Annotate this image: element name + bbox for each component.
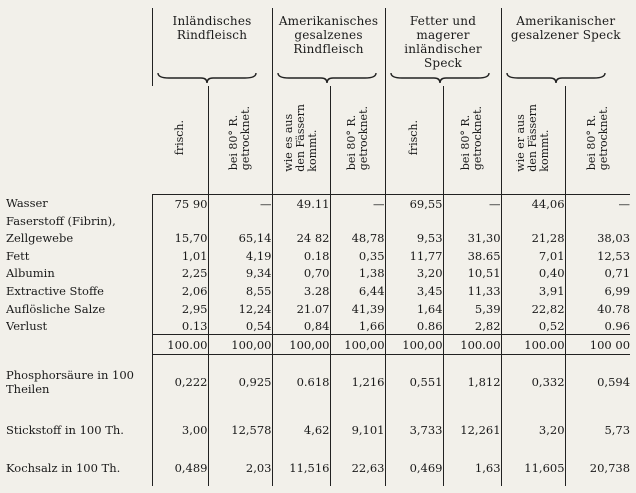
value-cell: — — [330, 195, 385, 213]
value-cell: 41,39 — [330, 300, 385, 318]
value-cell: 1,66 — [330, 317, 385, 335]
value-cell — [443, 212, 501, 230]
value-cell: 3,00 — [152, 409, 208, 451]
sub-header: bei 80° R. getrocknet. — [565, 86, 630, 195]
table-row — [6, 409, 630, 451]
nutrition-table — [6, 8, 630, 486]
value-cell: 3,20 — [385, 265, 443, 283]
group-header-1 — [272, 8, 385, 86]
row-label: Albumin — [6, 266, 55, 281]
value-cell: 20,738 — [565, 451, 630, 486]
value-cell: 69,55 — [385, 195, 443, 213]
value-cell: 3,45 — [385, 282, 443, 300]
row-label: Zellgewebe — [6, 231, 74, 246]
table-row — [6, 317, 630, 335]
value-cell: 3,20 — [501, 409, 565, 451]
table-row — [6, 195, 630, 213]
value-cell: 22,63 — [330, 451, 385, 486]
value-cell: 38.65 — [443, 247, 501, 265]
value-cell: 12,53 — [565, 247, 630, 265]
value-cell: 0,469 — [385, 451, 443, 486]
row-label: Verlust — [6, 319, 48, 334]
group-title: Fetter und magerer inländischer Speck — [404, 14, 482, 70]
sub-header: frisch. — [385, 86, 443, 195]
table-body — [6, 195, 630, 487]
table-row — [6, 247, 630, 265]
row-label: Wasser — [6, 196, 48, 211]
value-cell: 2,25 — [152, 265, 208, 283]
value-cell — [272, 212, 330, 230]
value-cell: 100.00 — [152, 335, 208, 355]
value-cell: 1,812 — [443, 355, 501, 409]
group-header-2 — [385, 8, 501, 86]
value-cell: 49.11 — [272, 195, 330, 213]
brace-icon — [506, 72, 606, 84]
value-cell: 11,77 — [385, 247, 443, 265]
value-cell: 4,19 — [208, 247, 272, 265]
row-label: Phosphorsäure in 100 Theilen — [6, 367, 134, 396]
value-cell: 11,33 — [443, 282, 501, 300]
value-cell: 1,38 — [330, 265, 385, 283]
value-cell: 75 90 — [152, 195, 208, 213]
value-cell: 21,28 — [501, 230, 565, 248]
value-cell: 0.13 — [152, 317, 208, 335]
value-cell: 0,551 — [385, 355, 443, 409]
value-cell: 2,03 — [208, 451, 272, 486]
value-cell — [330, 212, 385, 230]
table-row — [6, 355, 630, 409]
value-cell: 6,99 — [565, 282, 630, 300]
table-row — [6, 451, 630, 486]
value-cell: — — [443, 195, 501, 213]
value-cell: 15,70 — [152, 230, 208, 248]
group-header-0 — [152, 8, 272, 86]
sub-header: wie er aus den Fässern kommt. — [501, 86, 565, 195]
table-row — [6, 212, 630, 230]
value-cell: 7,01 — [501, 247, 565, 265]
value-cell: 3,91 — [501, 282, 565, 300]
value-cell: 44,06 — [501, 195, 565, 213]
value-cell: 22,82 — [501, 300, 565, 318]
value-cell: 0,71 — [565, 265, 630, 283]
sub-header: bei 80° R. getrocknet. — [330, 86, 385, 195]
row-label — [6, 335, 152, 355]
sub-header: bei 80° R. getrocknet. — [443, 86, 501, 195]
value-cell: 1,63 — [443, 451, 501, 486]
value-cell: 0.618 — [272, 355, 330, 409]
brace-icon — [157, 72, 257, 84]
value-cell: 3.28 — [272, 282, 330, 300]
table-row — [6, 335, 630, 355]
value-cell: 24 82 — [272, 230, 330, 248]
value-cell — [208, 212, 272, 230]
value-cell: 48,78 — [330, 230, 385, 248]
row-label: Faserstoff (Fibrin), — [6, 213, 116, 228]
value-cell — [501, 212, 565, 230]
value-cell: 1,216 — [330, 355, 385, 409]
value-cell: 0,52 — [501, 317, 565, 335]
brace-icon — [277, 72, 377, 84]
value-cell: 38,03 — [565, 230, 630, 248]
value-cell: 2,95 — [152, 300, 208, 318]
value-cell: 21.07 — [272, 300, 330, 318]
value-cell: 1,01 — [152, 247, 208, 265]
value-cell: 100.00 — [501, 335, 565, 355]
row-label: Fett — [6, 248, 30, 263]
sub-header: bei 80° R. getrocknet. — [208, 86, 272, 195]
value-cell: 2,06 — [152, 282, 208, 300]
value-cell: 0,54 — [208, 317, 272, 335]
value-cell: 0.18 — [272, 247, 330, 265]
row-label: Auflösliche Salze — [6, 301, 106, 316]
value-cell: 9,53 — [385, 230, 443, 248]
value-cell: 0,489 — [152, 451, 208, 486]
value-cell: 100,00 — [330, 335, 385, 355]
table-row — [6, 282, 630, 300]
value-cell — [385, 212, 443, 230]
value-cell: — — [208, 195, 272, 213]
value-cell: 0,594 — [565, 355, 630, 409]
row-label: Kochsalz in 100 Th. — [6, 461, 121, 476]
value-cell: 9,34 — [208, 265, 272, 283]
row-label: Stickstoff in 100 Th. — [6, 422, 124, 437]
label-header-cell — [6, 8, 152, 195]
value-cell: 0,222 — [152, 355, 208, 409]
value-cell: 8,55 — [208, 282, 272, 300]
table-row — [6, 265, 630, 283]
value-cell: — — [565, 195, 630, 213]
value-cell: 3,733 — [385, 409, 443, 451]
value-cell: 65,14 — [208, 230, 272, 248]
value-cell: 0,40 — [501, 265, 565, 283]
value-cell: 4,62 — [272, 409, 330, 451]
table-row — [6, 230, 630, 248]
value-cell: 100.00 — [443, 335, 501, 355]
value-cell: 31,30 — [443, 230, 501, 248]
value-cell: 12,24 — [208, 300, 272, 318]
value-cell: 12,261 — [443, 409, 501, 451]
value-cell: 11,516 — [272, 451, 330, 486]
group-title: Amerikanischer gesalzener Speck — [510, 14, 621, 42]
value-cell: 10,51 — [443, 265, 501, 283]
value-cell: 0,332 — [501, 355, 565, 409]
brace-icon — [390, 72, 490, 84]
table-row — [6, 300, 630, 318]
value-cell: 0,70 — [272, 265, 330, 283]
value-cell: 100,00 — [272, 335, 330, 355]
value-cell: 2,82 — [443, 317, 501, 335]
value-cell: 0,84 — [272, 317, 330, 335]
group-header-3 — [501, 8, 630, 86]
value-cell: 100,00 — [208, 335, 272, 355]
value-cell: 1,64 — [385, 300, 443, 318]
value-cell: 0,925 — [208, 355, 272, 409]
value-cell: 5,39 — [443, 300, 501, 318]
group-title: Amerikanisches gesalzenes Rindfleisch — [278, 14, 379, 56]
sub-header: frisch. — [152, 86, 208, 195]
value-cell — [565, 212, 630, 230]
value-cell: 6,44 — [330, 282, 385, 300]
value-cell: 11,605 — [501, 451, 565, 486]
value-cell: 12,578 — [208, 409, 272, 451]
group-title: Inländisches Rindfleisch — [172, 14, 252, 42]
value-cell: 9,101 — [330, 409, 385, 451]
value-cell: 100,00 — [385, 335, 443, 355]
value-cell: 0.96 — [565, 317, 630, 335]
sub-header: wie es aus den Fässern kommt. — [272, 86, 330, 195]
value-cell: 0.86 — [385, 317, 443, 335]
value-cell: 40.78 — [565, 300, 630, 318]
value-cell: 0,35 — [330, 247, 385, 265]
value-cell — [152, 212, 208, 230]
value-cell: 100 00 — [565, 335, 630, 355]
value-cell: 5,73 — [565, 409, 630, 451]
row-label: Extractive Stoffe — [6, 284, 104, 298]
